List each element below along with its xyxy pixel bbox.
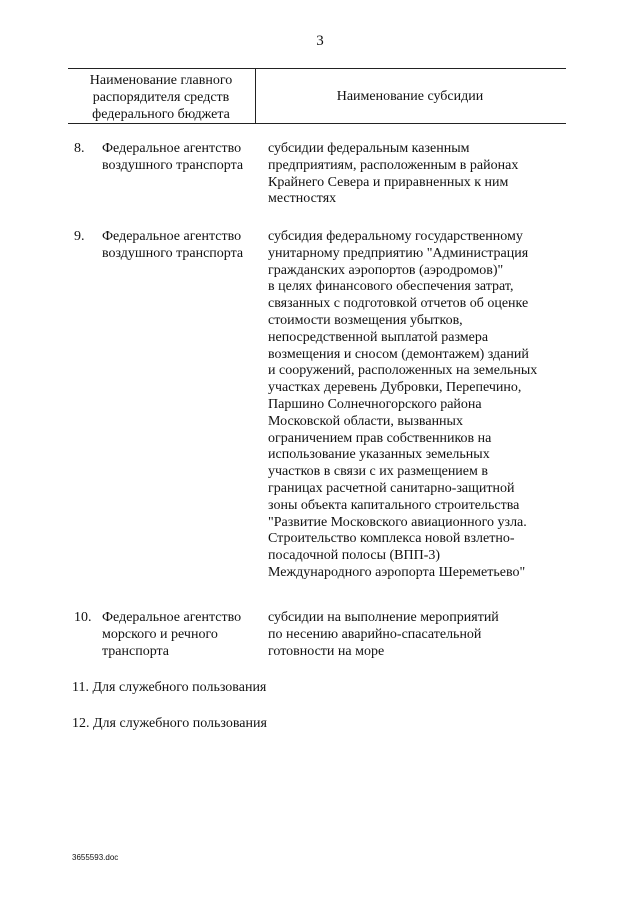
- subsidy-line: субсидия федеральному государственному: [268, 229, 523, 244]
- subsidy-line: Паршино Солнечногорского района: [268, 396, 482, 412]
- subsidy-line: субсидии на выполнение мероприятий: [268, 610, 499, 625]
- subsidy-line: по несению аварийно-спасательной: [268, 626, 482, 642]
- subsidy-line: Крайнего Севера и приравненных к ним: [268, 174, 509, 190]
- subsidy-line: использование указанных земельных: [268, 447, 490, 463]
- header-agency-line: Наименование главного: [89, 73, 233, 88]
- list-item: 12. Для служебного пользования: [72, 716, 267, 731]
- agency-line: морского и речного: [102, 626, 218, 642]
- row-agency: [102, 229, 262, 263]
- subsidy-line: готовности на море: [268, 643, 385, 659]
- agency-line: воздушного транспорта: [102, 245, 244, 261]
- subsidy-line: зоны объекта капитального строительства: [268, 497, 520, 513]
- agency-line: воздушного транспорта: [102, 157, 244, 173]
- subsidy-line: предприятиям, расположенным в районах: [268, 157, 519, 173]
- subsidy-line: непосредственной выплатой размера: [268, 329, 489, 345]
- row-agency: [102, 610, 262, 660]
- agency-line: Федеральное агентство: [102, 141, 242, 156]
- subsidy-line: субсидии федеральным казенным: [268, 141, 470, 156]
- subsidy-line: "Развитие Московского авиационного узла.: [268, 514, 527, 530]
- header-column-subsidy: Наименование субсидии: [336, 89, 484, 104]
- agency-line: Федеральное агентство: [102, 229, 242, 244]
- row-number: 9.: [74, 229, 85, 244]
- subsidy-line: Международного аэропорта Шереметьево": [268, 564, 526, 580]
- subsidy-line: возмещения и сносом (демонтажем) зданий: [268, 346, 529, 362]
- subsidy-line: границах расчетной санитарно-защитной: [268, 480, 515, 496]
- agency-line: Федеральное агентство: [102, 610, 242, 625]
- row-number: 8.: [74, 141, 85, 156]
- subsidy-line: стоимости возмещения убытков,: [268, 312, 463, 328]
- header-agency-line: распорядителя средств: [92, 90, 230, 105]
- header-column-agency: [68, 72, 254, 123]
- row-subsidy: [268, 229, 568, 582]
- subsidy-line: в целях финансового обеспечения затрат,: [268, 279, 514, 295]
- list-item: 11. Для служебного пользования: [72, 680, 267, 695]
- subsidy-line: ограничением прав собственников на: [268, 430, 492, 446]
- page-number: 3: [316, 33, 324, 49]
- subsidy-line: местностях: [268, 191, 337, 207]
- subsidy-line: гражданских аэропортов (аэродромов)": [268, 262, 504, 278]
- row-number: 10.: [74, 610, 92, 625]
- subsidy-line: посадочной полосы (ВПП-3): [268, 548, 441, 564]
- row-subsidy: [268, 610, 568, 660]
- footer-document-code: 3655593.doc: [72, 853, 119, 862]
- subsidy-line: связанных с подготовкой отчетов об оценке: [268, 296, 529, 312]
- subsidy-line: Московской области, вызванных: [268, 413, 463, 429]
- subsidy-line: и сооружений, расположенных на земельных: [268, 363, 538, 379]
- subsidy-line: участках деревень Дубровки, Перепечино,: [268, 380, 522, 396]
- row-agency: [102, 141, 262, 175]
- header-agency-line: федерального бюджета: [92, 107, 230, 122]
- subsidy-line: Строительство комплекса новой взлетно-: [268, 531, 515, 547]
- subsidy-line: унитарному предприятию "Администрация: [268, 245, 529, 261]
- table-header: [68, 68, 566, 124]
- row-subsidy: [268, 141, 568, 208]
- agency-line: транспорта: [102, 643, 170, 659]
- subsidy-line: участков в связи с их размещением в: [268, 464, 488, 480]
